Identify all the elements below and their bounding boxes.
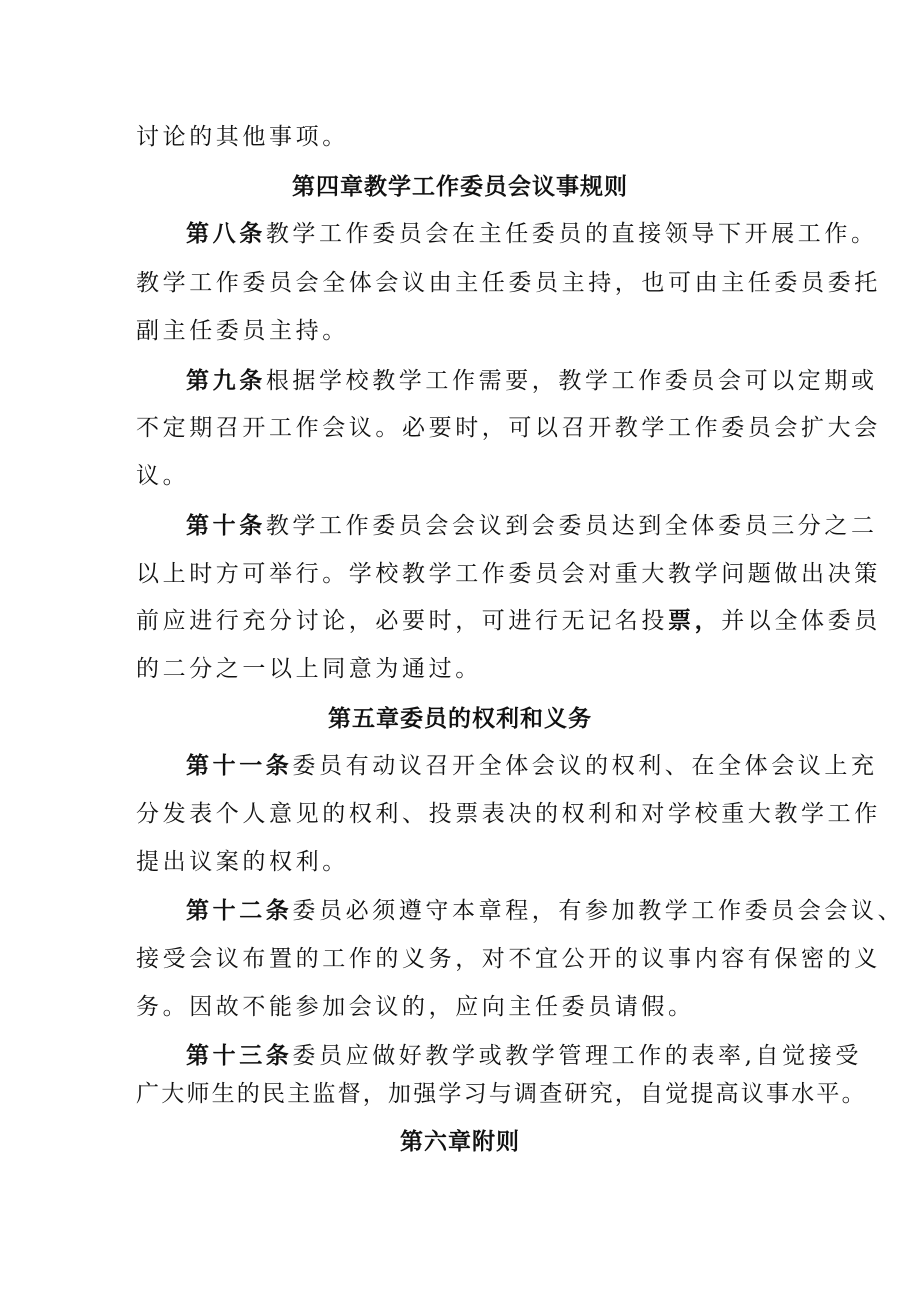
article-10-text: 教学工作委员会会议到会委员达到全体委员三分之二	[265, 513, 878, 539]
article-12-line-2: 接受会议布置的工作的义务，对不宜公开的议事内容有保密的义	[136, 946, 881, 972]
article-10-line-3-part-a: 前应进行充分讨论，必要时，可进行无记名投	[136, 608, 668, 634]
article-10-line-3-part-c: 并以全体委员	[721, 608, 881, 634]
article-10-label: 第十条	[186, 512, 266, 539]
article-8-line-2: 教学工作委员会全体会议由主任委员主持，也可由主任委员委托	[136, 270, 881, 296]
article-13-label: 第十三条	[186, 1042, 293, 1069]
article-13-line-1	[186, 1041, 862, 1071]
article-11-line-2: 分发表个人意见的权利、投票表决的权利和对学校重大教学工作	[136, 801, 881, 827]
article-8-label: 第八条	[186, 220, 266, 247]
paragraph-line: 讨论的其他事项。	[136, 124, 349, 150]
article-11-line-1	[186, 751, 878, 781]
article-12-line-3: 务。因故不能参加会议的，应向主任委员请假。	[136, 994, 695, 1020]
article-8-line-1	[186, 219, 878, 249]
article-9-label: 第九条	[186, 367, 266, 394]
article-10-line-3-part-b: 票，	[668, 607, 722, 634]
article-9-line-2: 不定期召开工作会议。必要时，可以召开教学工作委员会扩大会	[136, 415, 881, 441]
article-11-line-3: 提出议案的权利。	[136, 849, 349, 875]
article-11-text: 委员有动议召开全体会议的权利、在全体会议上充	[292, 753, 878, 779]
article-12-text: 委员必须遵守本章程，有参加教学工作委员会会议、	[292, 898, 905, 924]
article-12-line-1	[186, 896, 904, 926]
chapter-4-heading: 第四章教学工作委员会议事规则	[292, 173, 628, 200]
article-11-label: 第十一条	[186, 752, 293, 779]
article-9-text: 根据学校教学工作需要，教学工作委员会可以定期或	[265, 368, 878, 394]
article-13-line-2: 广大师生的民主监督，加强学习与调查研究，自觉提高议事水平。	[136, 1081, 867, 1107]
article-10-line-2: 以上时方可举行。学校教学工作委员会对重大教学问题做出决策	[136, 561, 881, 587]
article-13-text: 委员应做好教学或教学管理工作的表率,自觉接受	[292, 1043, 862, 1069]
article-10-line-1	[186, 511, 878, 541]
article-8-line-3: 副主任委员主持。	[136, 318, 349, 344]
article-9-line-1	[186, 366, 878, 396]
article-12-label: 第十二条	[186, 897, 293, 924]
article-10-line-4: 的二分之一以上同意为通过。	[136, 656, 482, 682]
article-9-line-3: 议。	[136, 463, 190, 489]
chapter-5-heading: 第五章委员的权利和义务	[328, 705, 592, 732]
article-8-text: 教学工作委员会在主任委员的直接领导下开展工作。	[265, 221, 878, 247]
chapter-6-heading: 第六章附则	[400, 1128, 520, 1155]
article-10-line-3	[136, 606, 881, 636]
